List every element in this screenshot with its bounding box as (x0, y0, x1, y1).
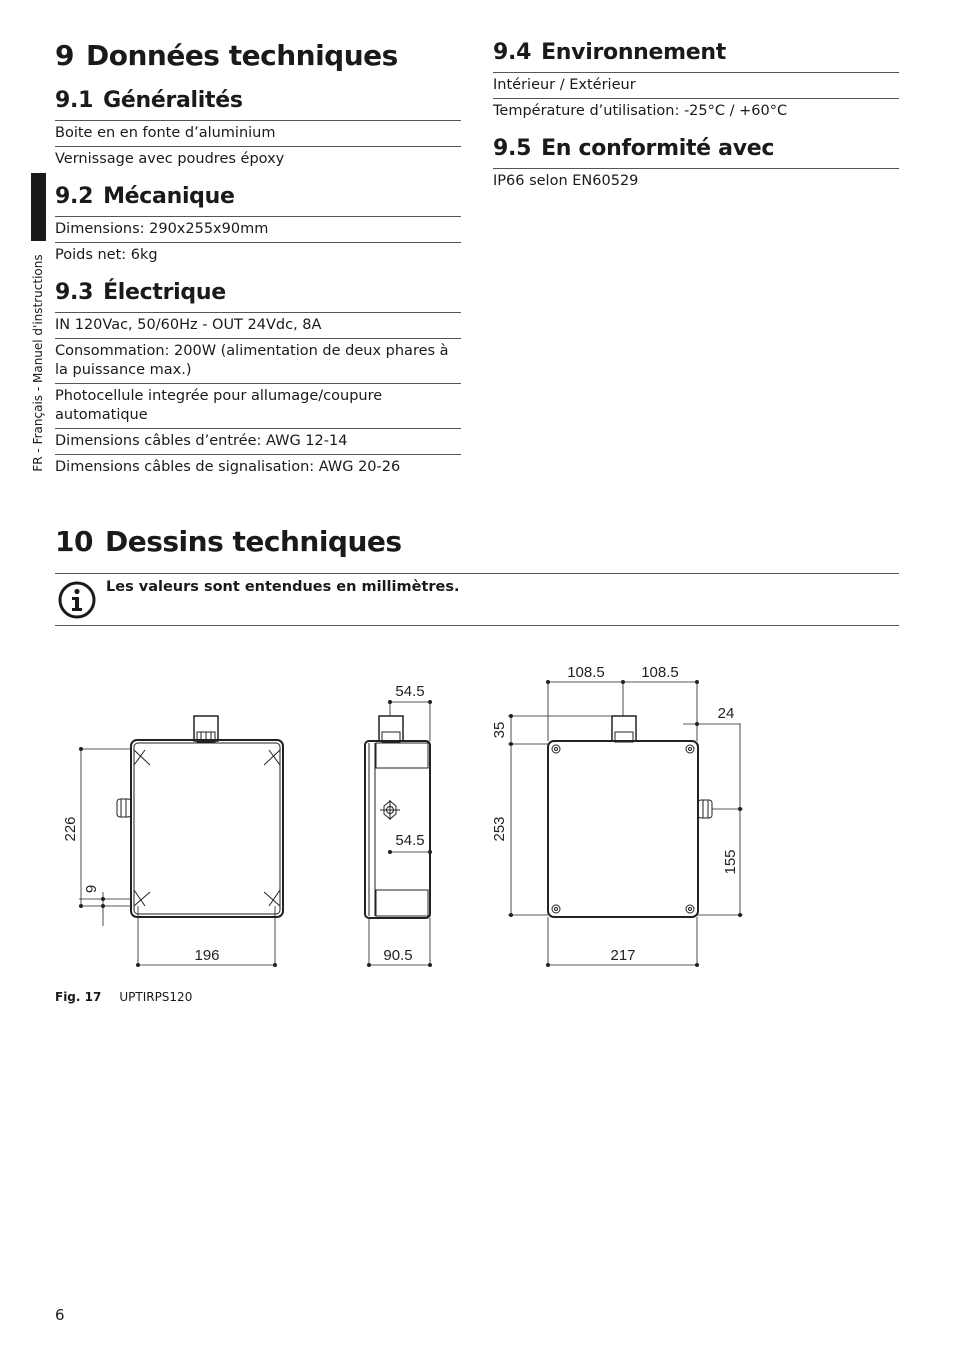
dim-side-depth: 90.5 (383, 947, 413, 964)
section-9-5-rows (493, 168, 899, 194)
side-language-label: FR - Français - Manuel d'instructions (31, 254, 45, 472)
section-title: Généralités (103, 88, 243, 113)
spec-row: IP66 selon EN60529 (493, 173, 639, 189)
section-9-3-rows (55, 312, 461, 480)
info-note (55, 573, 899, 626)
dim-side-mid: 54.5 (395, 832, 425, 849)
spec-row: Dimensions câbles de signalisation: AWG 20-26 (55, 459, 401, 475)
section-9-2-rows (55, 216, 461, 268)
chapter-10-heading (55, 522, 899, 562)
left-column (55, 36, 461, 480)
chapter-number: 10 (55, 525, 93, 558)
dim-back-top: 35 (491, 721, 508, 739)
section-9-1-rows (55, 120, 461, 172)
chapter-number: 9 (55, 39, 74, 72)
chapter-10 (55, 522, 899, 562)
spec-row: Boite en en fonte d’aluminium (55, 121, 461, 147)
spec-row: Dimensions câbles d’entrée: AWG 12-14 (55, 429, 461, 455)
spec-row: Vernissage avec poudres époxy (55, 151, 285, 167)
figure-label: Fig. 17 (55, 990, 102, 1004)
figure-caption-text: UPTIRPS120 (119, 990, 193, 1004)
spec-row: Poids net: 6kg (55, 247, 158, 263)
section-9-3-heading (55, 278, 461, 312)
dim-side-top: 54.5 (395, 683, 425, 700)
dim-back-left: 108.5 (567, 664, 605, 681)
dim-front-offset: 9 (83, 884, 100, 894)
chapter-9-heading (55, 36, 461, 76)
section-9-1-heading (55, 86, 461, 120)
section-9-2-heading (55, 182, 461, 216)
chapter-title: Données techniques (85, 39, 398, 72)
side-tab-marker (31, 173, 46, 241)
technical-drawing (0, 640, 954, 980)
note-text: Les valeurs sont entendues en millimètres. (106, 579, 460, 595)
dim-back-height: 253 (491, 816, 508, 842)
dim-back-width: 217 (610, 947, 636, 964)
dim-front-width: 196 (194, 947, 220, 964)
spec-row: Photocellule integrée pour allumage/coupure automatique (55, 384, 461, 429)
dim-back-gland: 155 (722, 849, 739, 875)
spec-row: Dimensions: 290x255x90mm (55, 217, 461, 243)
figure-caption (55, 990, 192, 1004)
section-title: Environnement (541, 40, 726, 65)
dim-back-right-top: 24 (717, 705, 735, 722)
dim-front-height: 226 (62, 816, 79, 842)
section-number: 9.5 (493, 136, 532, 161)
spec-row: Consommation: 200W (alimentation de deux phares à la puissance max.) (55, 339, 461, 384)
section-title: Mécanique (103, 184, 235, 209)
section-title: En conformité avec (541, 136, 775, 161)
chapter-title: Dessins techniques (104, 525, 402, 558)
right-column (493, 36, 899, 194)
section-number: 9.4 (493, 40, 532, 65)
section-number: 9.1 (55, 88, 94, 113)
back-view (508, 680, 743, 967)
page-number: 6 (55, 1306, 65, 1324)
section-9-4-rows (493, 72, 899, 124)
spec-row: Température d’utilisation: -25°C / +60°C (493, 103, 788, 119)
spec-row: IN 120Vac, 50/60Hz - OUT 24Vdc, 8A (55, 313, 461, 339)
info-icon (57, 580, 97, 620)
spec-row: Intérieur / Extérieur (493, 73, 899, 99)
section-9-5-heading (493, 134, 899, 168)
section-number: 9.2 (55, 184, 94, 209)
dim-back-right: 108.5 (641, 664, 679, 681)
section-number: 9.3 (55, 280, 94, 305)
section-title: Électrique (103, 280, 226, 305)
front-view (79, 716, 283, 967)
section-9-4-heading (493, 38, 899, 72)
